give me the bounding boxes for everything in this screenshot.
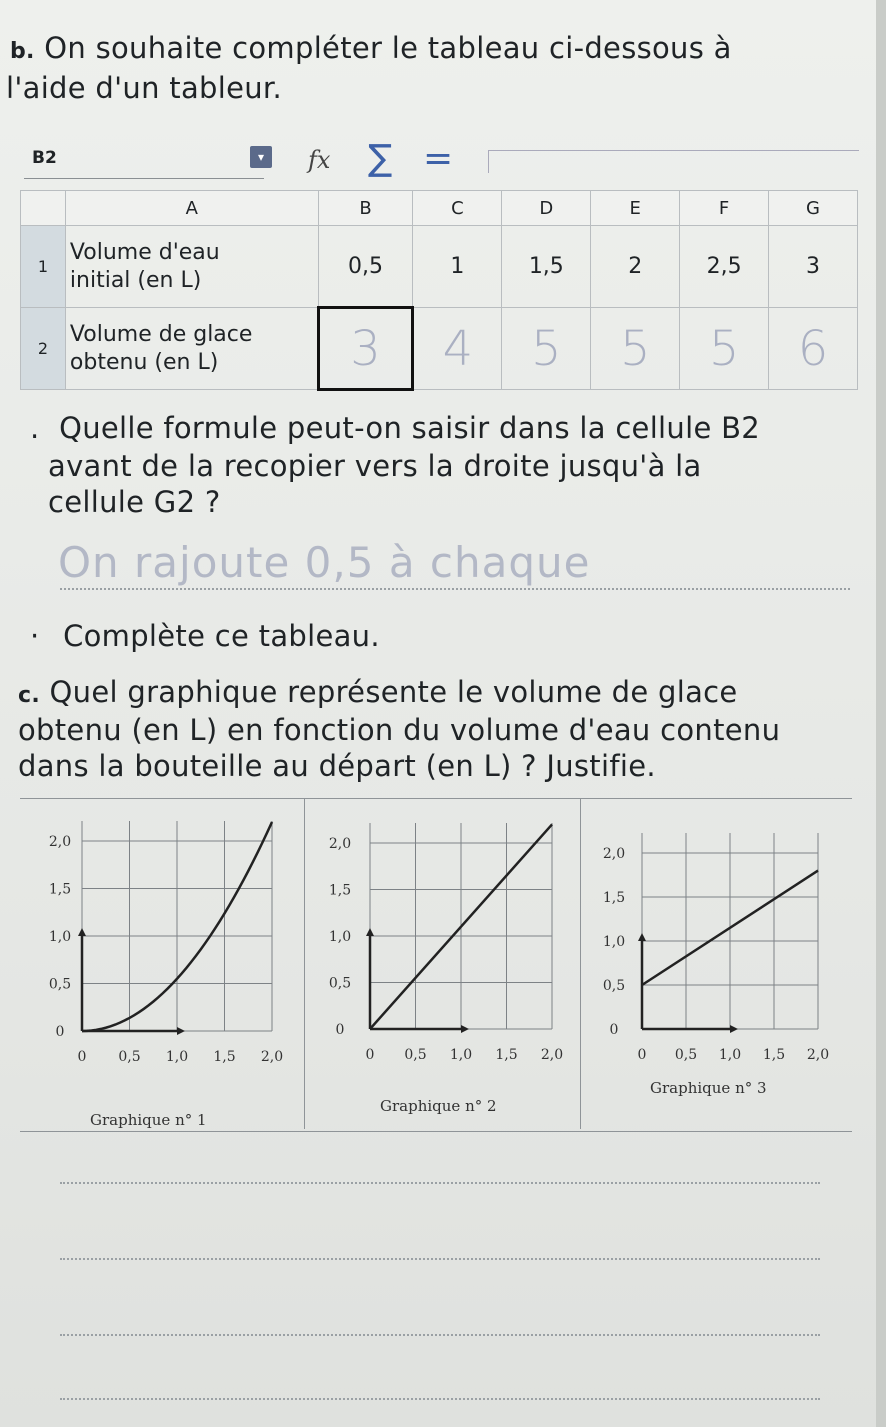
cell-c1[interactable]: 1 [413,226,502,308]
cell-e2[interactable] [591,308,680,390]
column-header-row [21,191,858,226]
y-tick-label: 2,0 [602,846,626,862]
question-c-line2: obtenu (en L) en fonction du volume d'eau contenu [18,713,781,747]
cell-e1[interactable]: 2 [591,226,680,308]
question-c-marker: c. [18,683,40,708]
x-axis-arrow-icon [461,1025,469,1033]
cell-b1[interactable]: 0,5 [318,226,413,308]
sum-icon[interactable]: ∑ [368,138,393,179]
question-b-marker: b. [10,39,35,64]
graphs-svg [20,799,852,1129]
cell-a2-line2: obtenu (en L) [69,349,219,375]
y-tick-label: 2,0 [328,836,352,852]
row-2 [21,308,858,390]
answer-line-1 [60,588,850,590]
row-header-2[interactable]: 2 [21,308,66,390]
corner-cell[interactable] [21,191,66,226]
y-tick-label: 0 [55,1024,65,1040]
col-header-c[interactable]: C [413,191,502,226]
y-tick-label: 1,5 [602,890,626,906]
x-tick-label: 1,5 [213,1049,236,1065]
x-tick-label: 0 [637,1047,647,1063]
spreadsheet [18,132,858,390]
cell-f2[interactable] [680,308,769,390]
cell-g1[interactable]: 3 [769,226,858,308]
question-c-text1: Quel graphique représente le volume de glace [49,675,738,709]
x-tick-label: 1,0 [718,1047,742,1063]
bullet: · [30,619,40,653]
cell-g2[interactable] [769,308,858,390]
graph-title: Graphique n° 1 [90,1111,207,1129]
sub1-line2: avant de la recopier vers la droite jusqu'à la [48,449,702,483]
x-tick-label: 1,0 [449,1047,473,1063]
sub2-line [30,618,380,654]
x-axis-arrow-icon [177,1027,185,1035]
question-b-line2: l'aide d'un tableur. [6,71,282,105]
cell-a2[interactable] [65,308,318,390]
sub1-line3: cellule G2 ? [48,485,221,519]
col-header-d[interactable]: D [502,191,591,226]
cell-reference: B2 [32,148,57,168]
cell-a1[interactable] [65,226,318,308]
y-tick-label: 1,0 [328,929,352,945]
y-tick-label: 1,0 [48,929,72,945]
y-axis-arrow-icon [78,928,86,936]
x-axis-arrow-icon [730,1025,738,1033]
y-tick-label: 1,5 [328,882,352,899]
answer-line-2 [60,1182,820,1184]
handwritten-g2: 6 [797,320,829,377]
x-tick-label: 1,5 [495,1047,518,1063]
x-tick-label: 1,5 [762,1047,786,1063]
handwritten-e2: 5 [619,320,651,377]
cell-a1-line1: Volume d'eau [69,239,220,265]
handwritten-c2: 4 [442,320,474,377]
y-tick-label: 2,0 [48,834,72,850]
graph-title: Graphique n° 2 [380,1097,497,1115]
chevron-down-icon[interactable]: ▾ [250,146,272,168]
x-tick-label: 2,0 [260,1049,284,1065]
y-tick-label: 1,0 [602,934,626,950]
answer-line-5 [60,1398,820,1400]
sub1-line1 [30,410,760,446]
equals-icon[interactable]: = [423,138,454,179]
col-header-f[interactable]: F [680,191,769,226]
x-tick-label: 0 [77,1049,87,1065]
x-tick-label: 0,5 [674,1047,698,1063]
y-tick-label: 0,5 [602,978,626,994]
answer-line-3 [60,1258,820,1260]
col-header-b[interactable]: B [318,191,413,226]
x-tick-label: 1,0 [165,1049,189,1065]
x-tick-label: 0,5 [118,1049,141,1065]
function-icon[interactable]: fx [308,146,331,174]
page-edge [876,0,886,1427]
col-header-e[interactable]: E [591,191,680,226]
question-b-text: On souhaite compléter le tableau ci-dessous à [44,31,732,65]
handwritten-b2: 3 [350,320,381,377]
question-c-line3: dans la bouteille au départ (en L) ? Justifie. [18,749,656,783]
cell-f1[interactable]: 2,5 [680,226,769,308]
graph-title: Graphique n° 3 [650,1079,767,1097]
answer-line-4 [60,1334,820,1336]
cell-c2[interactable] [413,308,502,390]
graphs-panel [20,798,852,1132]
y-tick-label: 0 [335,1022,345,1038]
name-box[interactable] [24,138,264,179]
handwritten-d2: 5 [531,320,562,377]
row-1 [21,226,858,308]
cell-a2-line1: Volume de glace [69,321,253,347]
y-axis-arrow-icon [638,933,646,941]
x-tick-label: 2,0 [540,1047,564,1063]
x-tick-label: 0,5 [404,1047,427,1063]
cell-a1-line2: initial (en L) [69,267,202,293]
handwritten-f2: 5 [708,320,740,377]
col-header-a[interactable]: A [65,191,318,226]
sub1-text1: Quelle formule peut-on saisir dans la cellule B2 [59,411,761,445]
formula-bar[interactable] [488,150,859,173]
cell-d2[interactable] [502,308,591,390]
bullet: . [30,411,40,445]
y-tick-label: 0,5 [328,975,352,992]
y-tick-label: 0 [609,1022,619,1038]
y-axis-arrow-icon [366,928,374,936]
y-tick-label: 1,5 [48,881,72,898]
row-header-1[interactable]: 1 [21,226,66,308]
spreadsheet-grid [20,190,858,391]
x-tick-label: 0 [365,1047,375,1063]
x-tick-label: 2,0 [806,1047,830,1063]
handwritten-answer: On rajoute 0,5 à chaque [58,538,591,587]
cell-b2[interactable] [318,308,413,390]
cell-d1[interactable]: 1,5 [502,226,591,308]
col-header-g[interactable]: G [769,191,858,226]
y-tick-label: 0,5 [48,976,72,993]
question-c-line1 [18,674,738,714]
sub2-text: Complète ce tableau. [63,619,380,653]
question-b-line1 [10,30,732,70]
